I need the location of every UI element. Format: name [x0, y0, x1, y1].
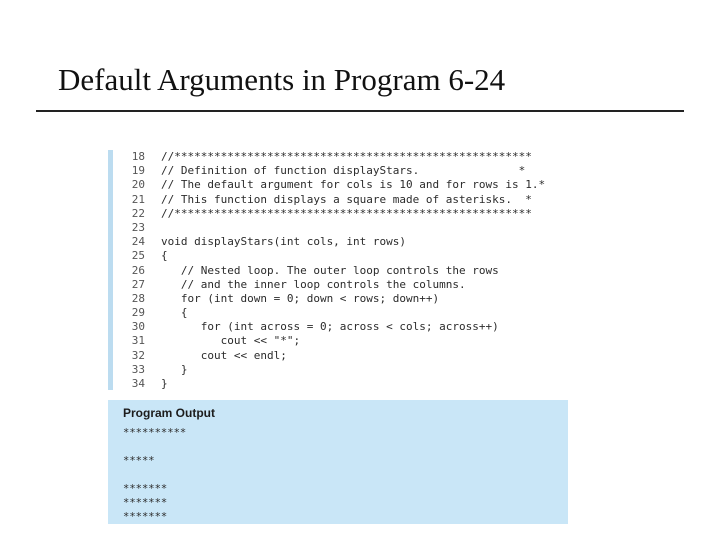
code-line: [113, 278, 568, 292]
code-line: [113, 178, 568, 192]
line-number: 33: [131, 362, 145, 376]
code-text: void displayStars(int cols, int rows): [161, 235, 407, 249]
code-line: [113, 306, 568, 320]
output-heading: Program Output: [123, 406, 215, 420]
title-divider: [36, 110, 684, 112]
code-text: // and the inner loop controls the columns.: [161, 277, 466, 291]
code-line: [113, 150, 568, 164]
line-number: 29: [131, 306, 145, 320]
line-number: 20: [131, 178, 145, 192]
line-number: 23: [131, 220, 145, 234]
line-number: 25: [131, 249, 145, 263]
code-line: [113, 363, 568, 377]
line-number: 30: [131, 320, 145, 334]
code-text: }: [161, 362, 188, 376]
line-number: 31: [131, 334, 145, 348]
output-line: *******: [123, 483, 168, 495]
code-line: [113, 320, 568, 334]
line-number: 28: [131, 291, 145, 305]
code-line: [113, 164, 568, 178]
program-output-panel: [108, 400, 568, 524]
code-line: [113, 249, 568, 263]
code-lines: [113, 150, 568, 391]
code-panel: [108, 150, 568, 390]
code-line: [113, 377, 568, 391]
code-text: // Definition of function displayStars. *: [161, 164, 526, 178]
code-line: [113, 264, 568, 278]
output-line: [123, 468, 186, 482]
line-number: 27: [131, 277, 145, 291]
output-line: [123, 440, 186, 454]
code-line: [113, 235, 568, 249]
line-number: 34: [131, 377, 145, 390]
line-number: 24: [131, 235, 145, 249]
code-text: }: [161, 377, 168, 390]
code-text: {: [161, 306, 188, 320]
slide-title: Default Arguments in Program 6-24: [58, 62, 506, 97]
code-line: [113, 292, 568, 306]
program-listing: [108, 150, 568, 524]
code-line: [113, 349, 568, 363]
code-line: [113, 193, 568, 207]
code-line: [113, 334, 568, 348]
line-number: 18: [131, 150, 145, 163]
code-text: for (int across = 0; across < cols; across++): [161, 320, 499, 334]
output-line: *******: [123, 497, 168, 509]
line-number: 22: [131, 206, 145, 220]
line-number: 32: [131, 348, 145, 362]
line-number: 26: [131, 263, 145, 277]
output-line: *******: [123, 511, 168, 523]
output-lines: [123, 426, 186, 524]
code-line: [113, 207, 568, 221]
line-number: 21: [131, 192, 145, 206]
line-number: 19: [131, 164, 145, 178]
code-text: cout << endl;: [161, 348, 287, 362]
code-text: // The default argument for cols is 10 and for rows is 1.*: [161, 178, 546, 192]
code-text: cout << "*";: [161, 334, 301, 348]
code-line: [113, 221, 568, 235]
code-text: //******************************************************: [161, 206, 532, 220]
code-text: {: [161, 249, 168, 263]
code-text: // Nested loop. The outer loop controls the rows: [161, 263, 499, 277]
output-line: *****: [123, 455, 155, 467]
code-text: //******************************************************: [161, 150, 532, 163]
code-text: for (int down = 0; down < rows; down++): [161, 291, 440, 305]
code-text: // This function displays a square made of asterisks. *: [161, 192, 532, 206]
output-line: **********: [123, 427, 187, 439]
